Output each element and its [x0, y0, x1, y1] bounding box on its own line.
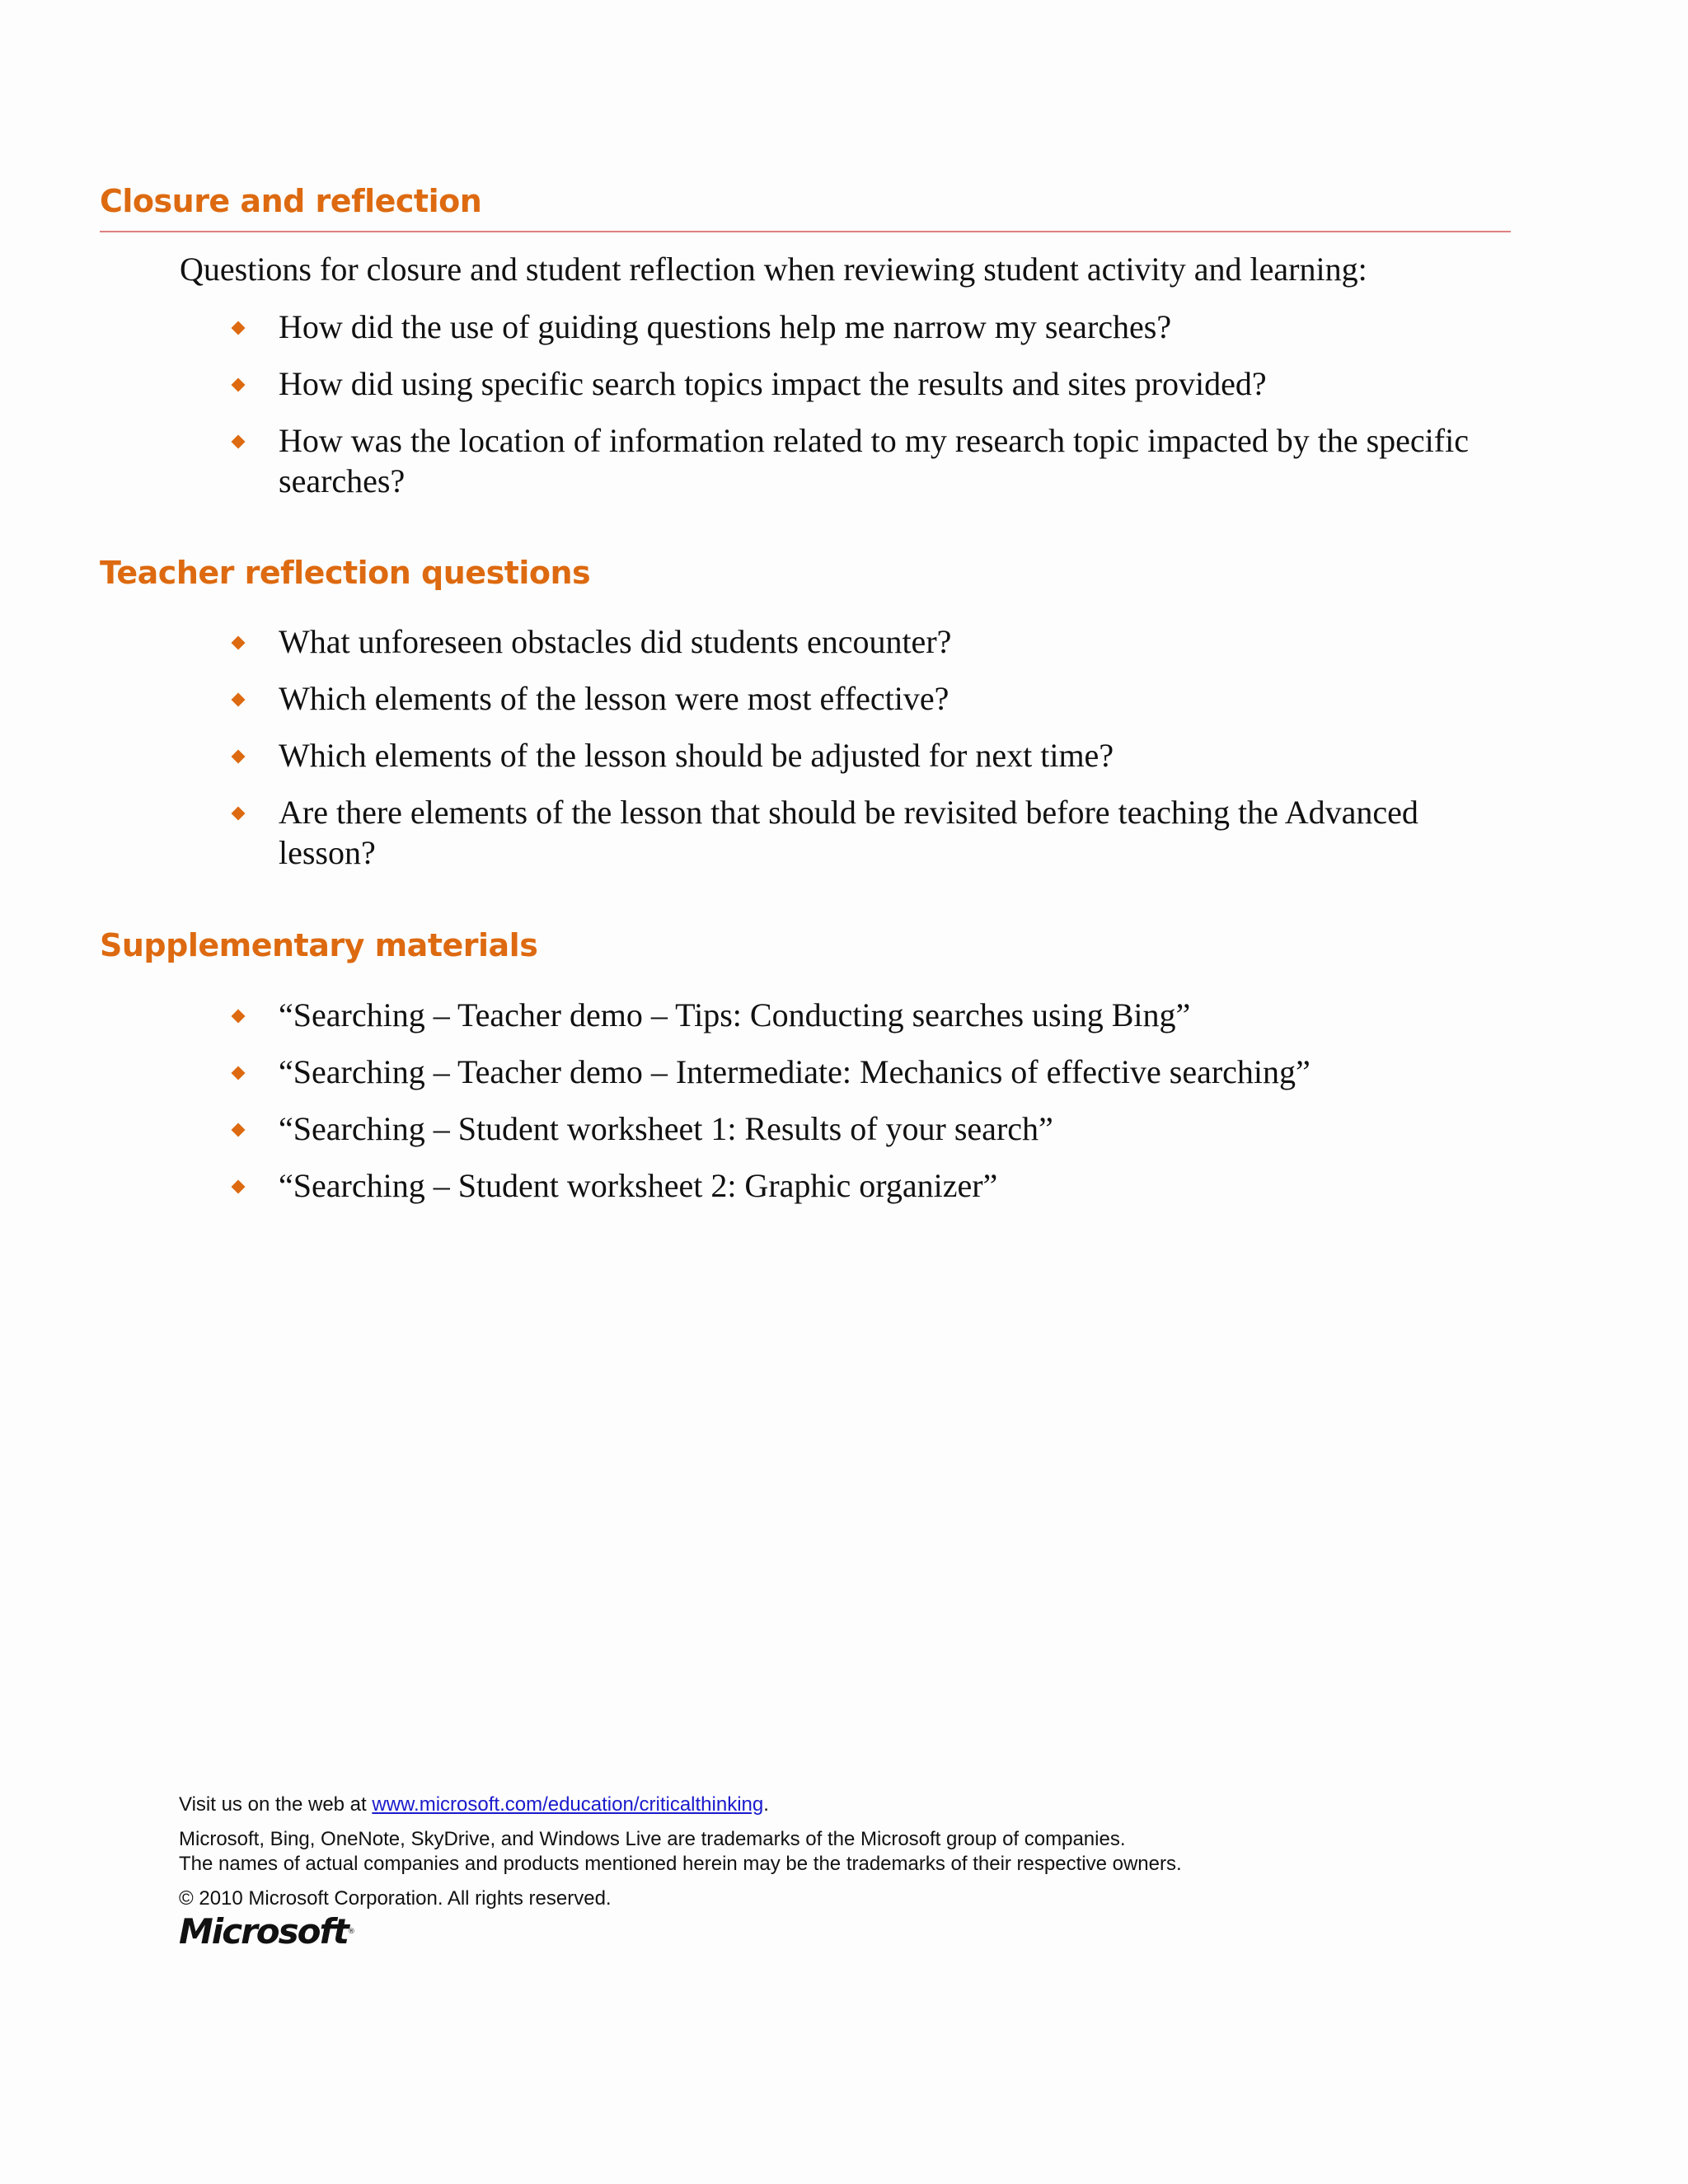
diamond-bullet-icon: [232, 750, 246, 764]
diamond-bullet-icon: [232, 1066, 246, 1080]
list-item: Which elements of the lesson were most effective?: [0, 678, 1517, 719]
diamond-bullet-icon: [232, 1123, 246, 1137]
list-item: “Searching – Teacher demo – Tips: Conducting searches using Bing”: [0, 995, 1517, 1035]
list-item: How did using specific search topics impact the results and sites provided?: [0, 363, 1517, 404]
diamond-bullet-icon: [232, 636, 246, 650]
copyright-line: © 2010 Microsoft Corporation. All rights reserved.: [179, 1887, 612, 1910]
diamond-bullet-icon: [232, 693, 246, 707]
list-item: “Searching – Teacher demo – Intermediate: Mechanics of effective searching”: [0, 1052, 1517, 1092]
trademark-owners-line: The names of actual companies and products mentioned herein may be the trademarks of their respective owners.: [179, 1853, 1182, 1875]
list-item: Which elements of the lesson should be adjusted for next time?: [0, 735, 1517, 776]
microsoft-logo: Microsoft®: [179, 1911, 355, 1952]
diamond-bullet-icon: [232, 378, 246, 392]
closure-heading: Closure and reflection: [100, 183, 482, 219]
list-item: “Searching – Student worksheet 1: Results of your search”: [0, 1108, 1517, 1149]
list-item: How did the use of guiding questions help me narrow my searches?: [0, 307, 1517, 347]
list-item: What unforeseen obstacles did students encounter?: [0, 621, 1517, 662]
website-link[interactable]: www.microsoft.com/education/criticalthinking: [372, 1793, 764, 1816]
heading-divider: [100, 231, 1511, 232]
supplementary-heading: Supplementary materials: [100, 927, 538, 963]
trademark-line: Microsoft, Bing, OneNote, SkyDrive, and Windows Live are trademarks of the Microsoft group of companies.: [179, 1828, 1126, 1850]
diamond-bullet-icon: [232, 1010, 246, 1024]
supplementary-materials-list: [0, 995, 1517, 1222]
diamond-bullet-icon: [232, 807, 246, 821]
teacher-reflection-heading: Teacher reflection questions: [100, 555, 591, 591]
footer: [179, 1793, 1182, 1951]
list-item: How was the location of information related to my research topic impacted by the specific searches?: [0, 420, 1517, 501]
list-item: “Searching – Student worksheet 2: Graphic organizer”: [0, 1165, 1517, 1206]
closure-intro: Questions for closure and student reflection when reviewing student activity and learning:: [180, 251, 1367, 288]
diamond-bullet-icon: [232, 435, 246, 449]
list-item: Are there elements of the lesson that should be revisited before teaching the Advanced lesson?: [0, 792, 1517, 873]
visit-line: Visit us on the web at www.microsoft.com/education/criticalthinking.: [179, 1793, 769, 1816]
diamond-bullet-icon: [232, 1180, 246, 1194]
diamond-bullet-icon: [232, 321, 246, 335]
teacher-question-list: [0, 621, 1517, 889]
closure-question-list: [0, 307, 1517, 518]
